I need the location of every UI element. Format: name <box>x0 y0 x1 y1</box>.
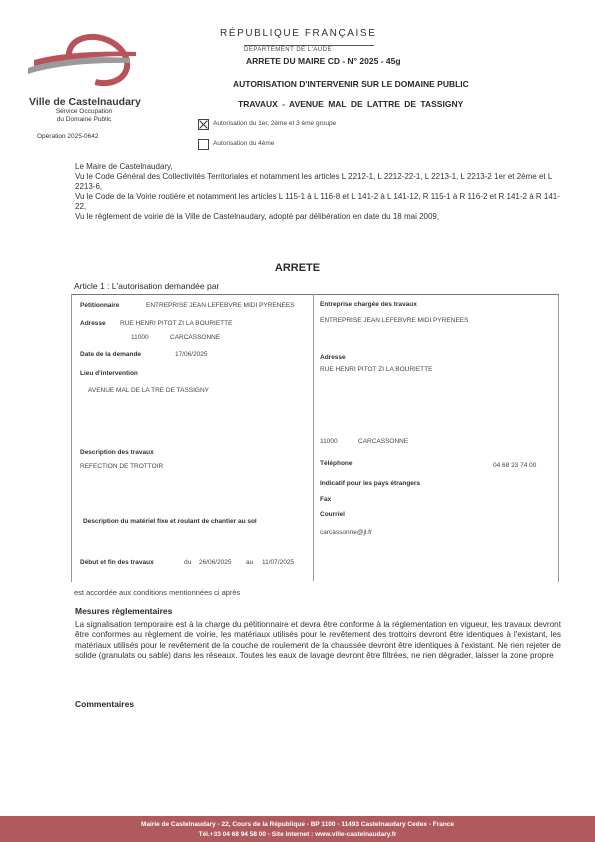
checkbox-groupe-4-label: Autorisation du 4ème <box>213 140 275 147</box>
authorisation-title: AUTORISATION D'INTERVENIR SUR LE DOMAINE PUBLIC <box>233 79 469 89</box>
materiel-label: Description du matériel fixe et roulant de chantier au sol <box>83 518 257 525</box>
courriel-value: carcassonne@jl.fr <box>320 529 373 536</box>
legal-preamble <box>75 162 570 222</box>
description-travaux-value: REFECTION DE TROTTOIR <box>80 463 164 470</box>
adresse-value: RUE HENRI PITOT ZI LA BOURIETTE <box>120 320 233 327</box>
footer-contact: Tél.+33 04 68 94 58 00 - Site internet : www.ville-castelnaudary.fr <box>198 831 397 838</box>
city-logo <box>26 30 146 100</box>
service-line-1: Service Occupation <box>55 108 113 115</box>
date-debut-value: 26/06/2025 <box>199 559 232 566</box>
preamble-line: Vu le règlement de voirie de la Ville de Castelnaudary, adopté par délibération en date du 18 mai 2009, <box>75 212 440 221</box>
telephone-label: Téléphone <box>320 460 353 467</box>
petitionnaire-label: Pétitionnaire <box>80 302 120 309</box>
ville-left: CARCASSONNE <box>170 334 221 341</box>
checkbox-groupe-1-2-3-label: Autorisation du 1er, 2ème et 3 ème groupe <box>213 120 337 127</box>
city-name: Ville de Castelnaudary <box>29 96 141 108</box>
adresse-label: Adresse <box>80 320 106 327</box>
commentaires-heading: Commentaires <box>75 699 135 709</box>
service-name <box>44 108 124 124</box>
city-logo-graphic <box>26 30 146 100</box>
preamble-line: Vu le Code de la Voirie routière et notamment les articles L 115-1 à L 116-8 et L 141-2 à L 141-12, R 115-1 à R 116-2 et R 141-2 à R 141-22, <box>75 192 560 211</box>
ville-right: CARCASSONNE <box>358 438 409 445</box>
checkbox-groupe-1-2-3[interactable] <box>198 119 209 130</box>
arrete-number: ARRETE DU MAIRE CD - N° 2025 - 45g <box>246 56 401 66</box>
date-demande-label: Date de la demande <box>80 351 142 358</box>
mesures-heading: Mesures règlementaires <box>75 606 173 616</box>
petitionnaire-value: ENTREPRISE JEAN LEFEBVRE MIDI PYRENEES <box>146 302 295 309</box>
departement-heading: DEPARTEMENT DE L'AUDE <box>244 45 374 53</box>
code-postal-left: 11000 <box>131 334 149 341</box>
code-postal-right: 11000 <box>320 438 338 445</box>
du-label: du <box>184 559 192 566</box>
lieu-intervention-label: Lieu d'intervention <box>80 370 138 377</box>
accordee-text: est accordée aux conditions mentionnées ci après <box>74 588 241 597</box>
date-demande-value: 17/06/2025 <box>175 351 208 358</box>
arrete-heading: ARRETE <box>274 262 321 274</box>
lieu-intervention-value: AVENUE MAL DE LA TRE DE TASSIGNY <box>88 387 210 394</box>
republique-heading: RÉPUBLIQUE FRANÇAISE <box>220 28 377 39</box>
operation-number: Opération 2025-0642 <box>37 133 99 140</box>
debut-fin-label: Début et fin des travaux <box>80 559 154 566</box>
indicatif-label: Indicatif pour les pays étrangers <box>320 480 421 487</box>
preamble-line: Le Maire de Castelnaudary, <box>75 162 173 171</box>
form-column-divider <box>313 294 314 581</box>
date-fin-value: 11/07/2025 <box>262 559 295 566</box>
entreprise-label: Entreprise chargée des travaux <box>320 301 417 308</box>
entreprise-value: ENTREPRISE JEAN LEFEBVRE MIDI PYRENEES <box>320 317 469 324</box>
preamble-line: Vu le Code Général des Collectivités Territoriales et notamment les articles L 2212-1, L 2212-22-1, L 2213-1, L 2213-2 1er et 2ème et L 2213-6, <box>75 172 553 191</box>
telephone-value: 04 68 23 74 00 <box>493 462 537 469</box>
travaux-title: TRAVAUX - AVENUE MAL DE LATTRE DE TASSIGNY <box>238 99 464 109</box>
adresse-entreprise-label: Adresse <box>320 354 346 361</box>
article-1: Article 1 : L'autorisation demandée par <box>74 281 220 291</box>
footer-address: Mairie de Castelnaudary - 22, Cours de la République - BP 1100 - 11493 Castelnaudary Cedex - France <box>140 821 455 828</box>
adresse-entreprise-value: RUE HENRI PITOT ZI LA BOURIETTE <box>320 366 433 373</box>
mesures-text: La signalisation temporaire est à la charge du pétitionnaire et devra être conforme à la réglementation en vigueur, les travaux devront être conformes au règlement de voirie, les matériaux utilisés pour le revêtement des trottoirs devront être identiques à l'existant, les matériaux utilisés pour le revêtement de la couche de roulement de la chaussée devront être identiques à l'existant. Ne rien rejeter de solide (granulats ou sable) dans les réseaux. Toutes les eaux de lavage devront être filtrées, ne rien dégrader, laisser la zone propre <box>75 620 561 661</box>
au-label: au <box>246 559 254 566</box>
checkbox-groupe-4[interactable] <box>198 139 209 150</box>
footer-bar <box>0 816 595 842</box>
service-line-2: du Domaine Public <box>56 116 112 123</box>
fax-label: Fax <box>320 496 332 503</box>
courriel-label: Courriel <box>320 511 345 518</box>
description-travaux-label: Description des travaux <box>80 449 154 456</box>
